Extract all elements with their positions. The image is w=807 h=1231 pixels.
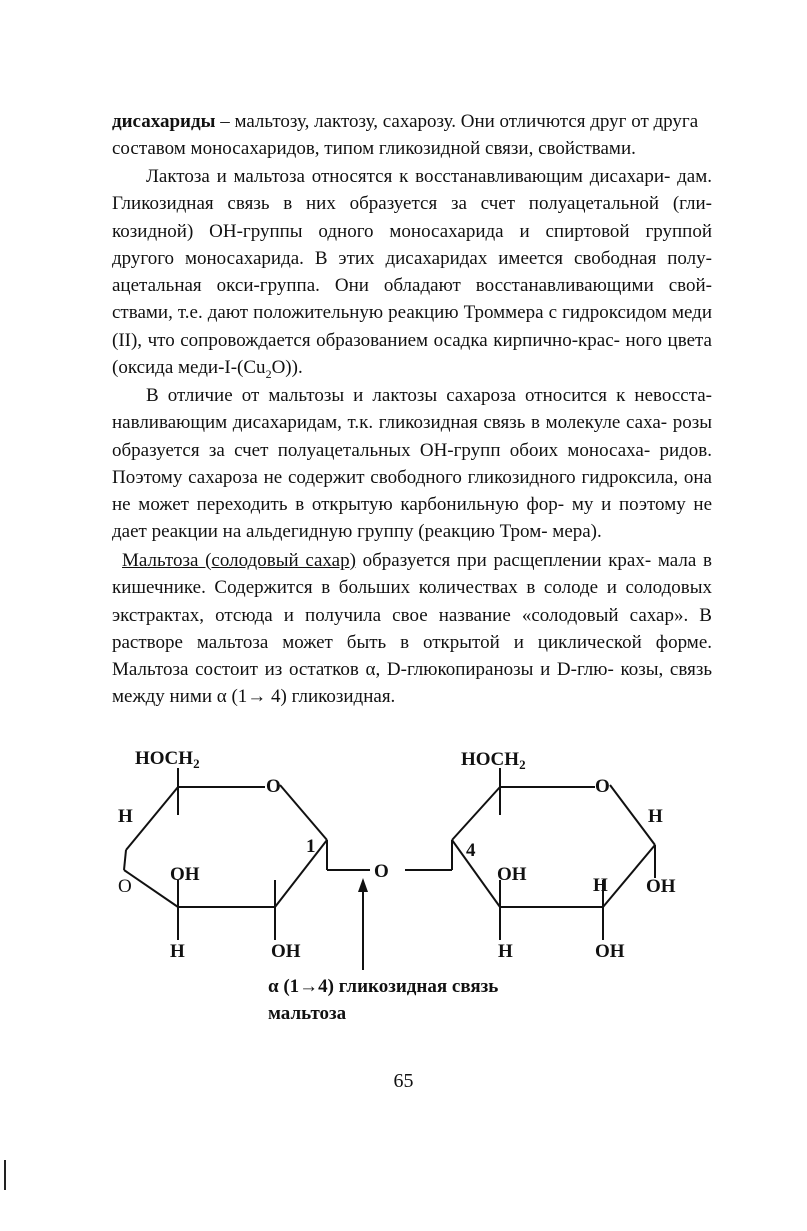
left-o-label: O bbox=[118, 876, 132, 897]
text-line: козы, связь между ними α (1→ 4) гликозидная. bbox=[112, 659, 712, 708]
right-h-inner: H bbox=[593, 875, 608, 896]
left-h-label: H bbox=[118, 806, 133, 827]
text-line: мера). bbox=[552, 521, 602, 543]
text-line: козидной) ОН-группы одного моносахарида и спиртовой группой bbox=[112, 220, 712, 242]
ring-bond bbox=[452, 787, 500, 840]
text-line: образуется при расщеплении крах- bbox=[355, 550, 652, 571]
text-line: солодовых экстрактах, отсюда и получила свое название «солодовый bbox=[112, 577, 712, 626]
text-line: ридов. Поэтому сахароза не содержит свободного гликозидного bbox=[112, 439, 712, 488]
carbon-number-4: 4 bbox=[466, 840, 476, 861]
left-oh-inner: OH bbox=[170, 864, 200, 885]
left-ring-oxygen: O bbox=[266, 776, 281, 797]
text-line: дам. Гликозидная связь в них образуется за счет полуацетальной (гли- bbox=[112, 166, 712, 215]
text-line: навливающим дисахаридам, т.к. гликозидная связь в молекуле саха- bbox=[112, 412, 668, 434]
left-hoch2-label: $HOCH_2$ bbox=[135, 748, 200, 771]
ring-bond bbox=[126, 787, 178, 850]
text-line: Лактоза и мальтоза относятся к восстанавливающим дисахари- bbox=[146, 166, 671, 187]
paragraph-1 bbox=[112, 108, 712, 163]
right-bottom-h: H bbox=[498, 941, 513, 962]
ring-bond bbox=[275, 840, 327, 907]
right-oh-label: OH bbox=[646, 876, 676, 897]
term-maltose: Мальтоза (солодовый сахар) bbox=[122, 550, 356, 571]
right-oh-inner: OH bbox=[497, 864, 527, 885]
right-h-label: H bbox=[648, 806, 663, 827]
page-number: 65 bbox=[393, 1070, 414, 1092]
text-line: – мальтозу, лактозу, сахарозу. Они отличются друг от друга bbox=[215, 111, 699, 132]
subscript: 2 bbox=[265, 366, 272, 381]
bridge-oxygen: O bbox=[374, 861, 389, 882]
ring-bond bbox=[280, 785, 327, 840]
text-line: ацетальная окси-группа. Они обладают восстанавливающими свой- bbox=[112, 275, 712, 297]
text-line: ного цвета (оксида меди-I-(Cu bbox=[112, 329, 712, 379]
text-line: ствами, т.е. дают положительную реакцию Троммера с гидроксидом bbox=[112, 302, 667, 324]
paragraph-3 bbox=[112, 382, 712, 546]
text-line: другого моносахарида. В этих дисахаридах имеется свободная полу- bbox=[112, 247, 712, 269]
text-line: O)). bbox=[271, 357, 303, 379]
ring-bond bbox=[452, 840, 500, 907]
text-line: розы образуется за счет полуацетальных ОН-групп обоих моносаха- bbox=[112, 412, 713, 461]
left-bottom-h: H bbox=[170, 941, 185, 962]
text-line: В отличие от мальтозы и лактозы сахароза относится к невосста- bbox=[146, 385, 712, 406]
paragraph-2 bbox=[112, 163, 712, 388]
text-line: мала в кишечнике. Содержится в больших количествах в солоде и bbox=[112, 550, 712, 599]
maltose-caption: мальтоза bbox=[268, 1003, 347, 1024]
text-line: сахар». В растворе мальтоза может быть в открытой и циклической bbox=[112, 604, 712, 653]
text-line: гидроксила, она не может переходить в открытую карбонильную фор- bbox=[112, 466, 712, 516]
right-hoch2-label: $HOCH_2$ bbox=[461, 749, 526, 772]
paragraph-4 bbox=[112, 547, 712, 711]
glycosidic-bond-caption: α (1→4) гликозидная связь bbox=[268, 976, 499, 997]
maltose-structure-diagram bbox=[100, 730, 700, 1030]
term-disaccharides: дисахариды bbox=[112, 111, 216, 132]
text-line: форме. Мальтоза состоит из остатков α, D-глюкопиранозы и D-глю- bbox=[112, 631, 713, 681]
carbon-number-1: 1 bbox=[306, 836, 316, 857]
left-bottom-oh: OH bbox=[271, 941, 301, 962]
text-line: меди (II), что сопровождается образованием осадка кирпично-крас- bbox=[112, 302, 712, 351]
right-bottom-oh: OH bbox=[595, 941, 625, 962]
margin-mark bbox=[4, 1160, 6, 1190]
text-line: му и поэтому не дает реакции на альдегидную группу (реакцию Тром- bbox=[112, 494, 713, 543]
ring-bond bbox=[124, 850, 126, 870]
text-line: составом моносахаридов, типом гликозидной связи, свойствами. bbox=[112, 138, 636, 160]
arrow-head bbox=[358, 878, 368, 892]
right-ring-oxygen: O bbox=[595, 776, 610, 797]
